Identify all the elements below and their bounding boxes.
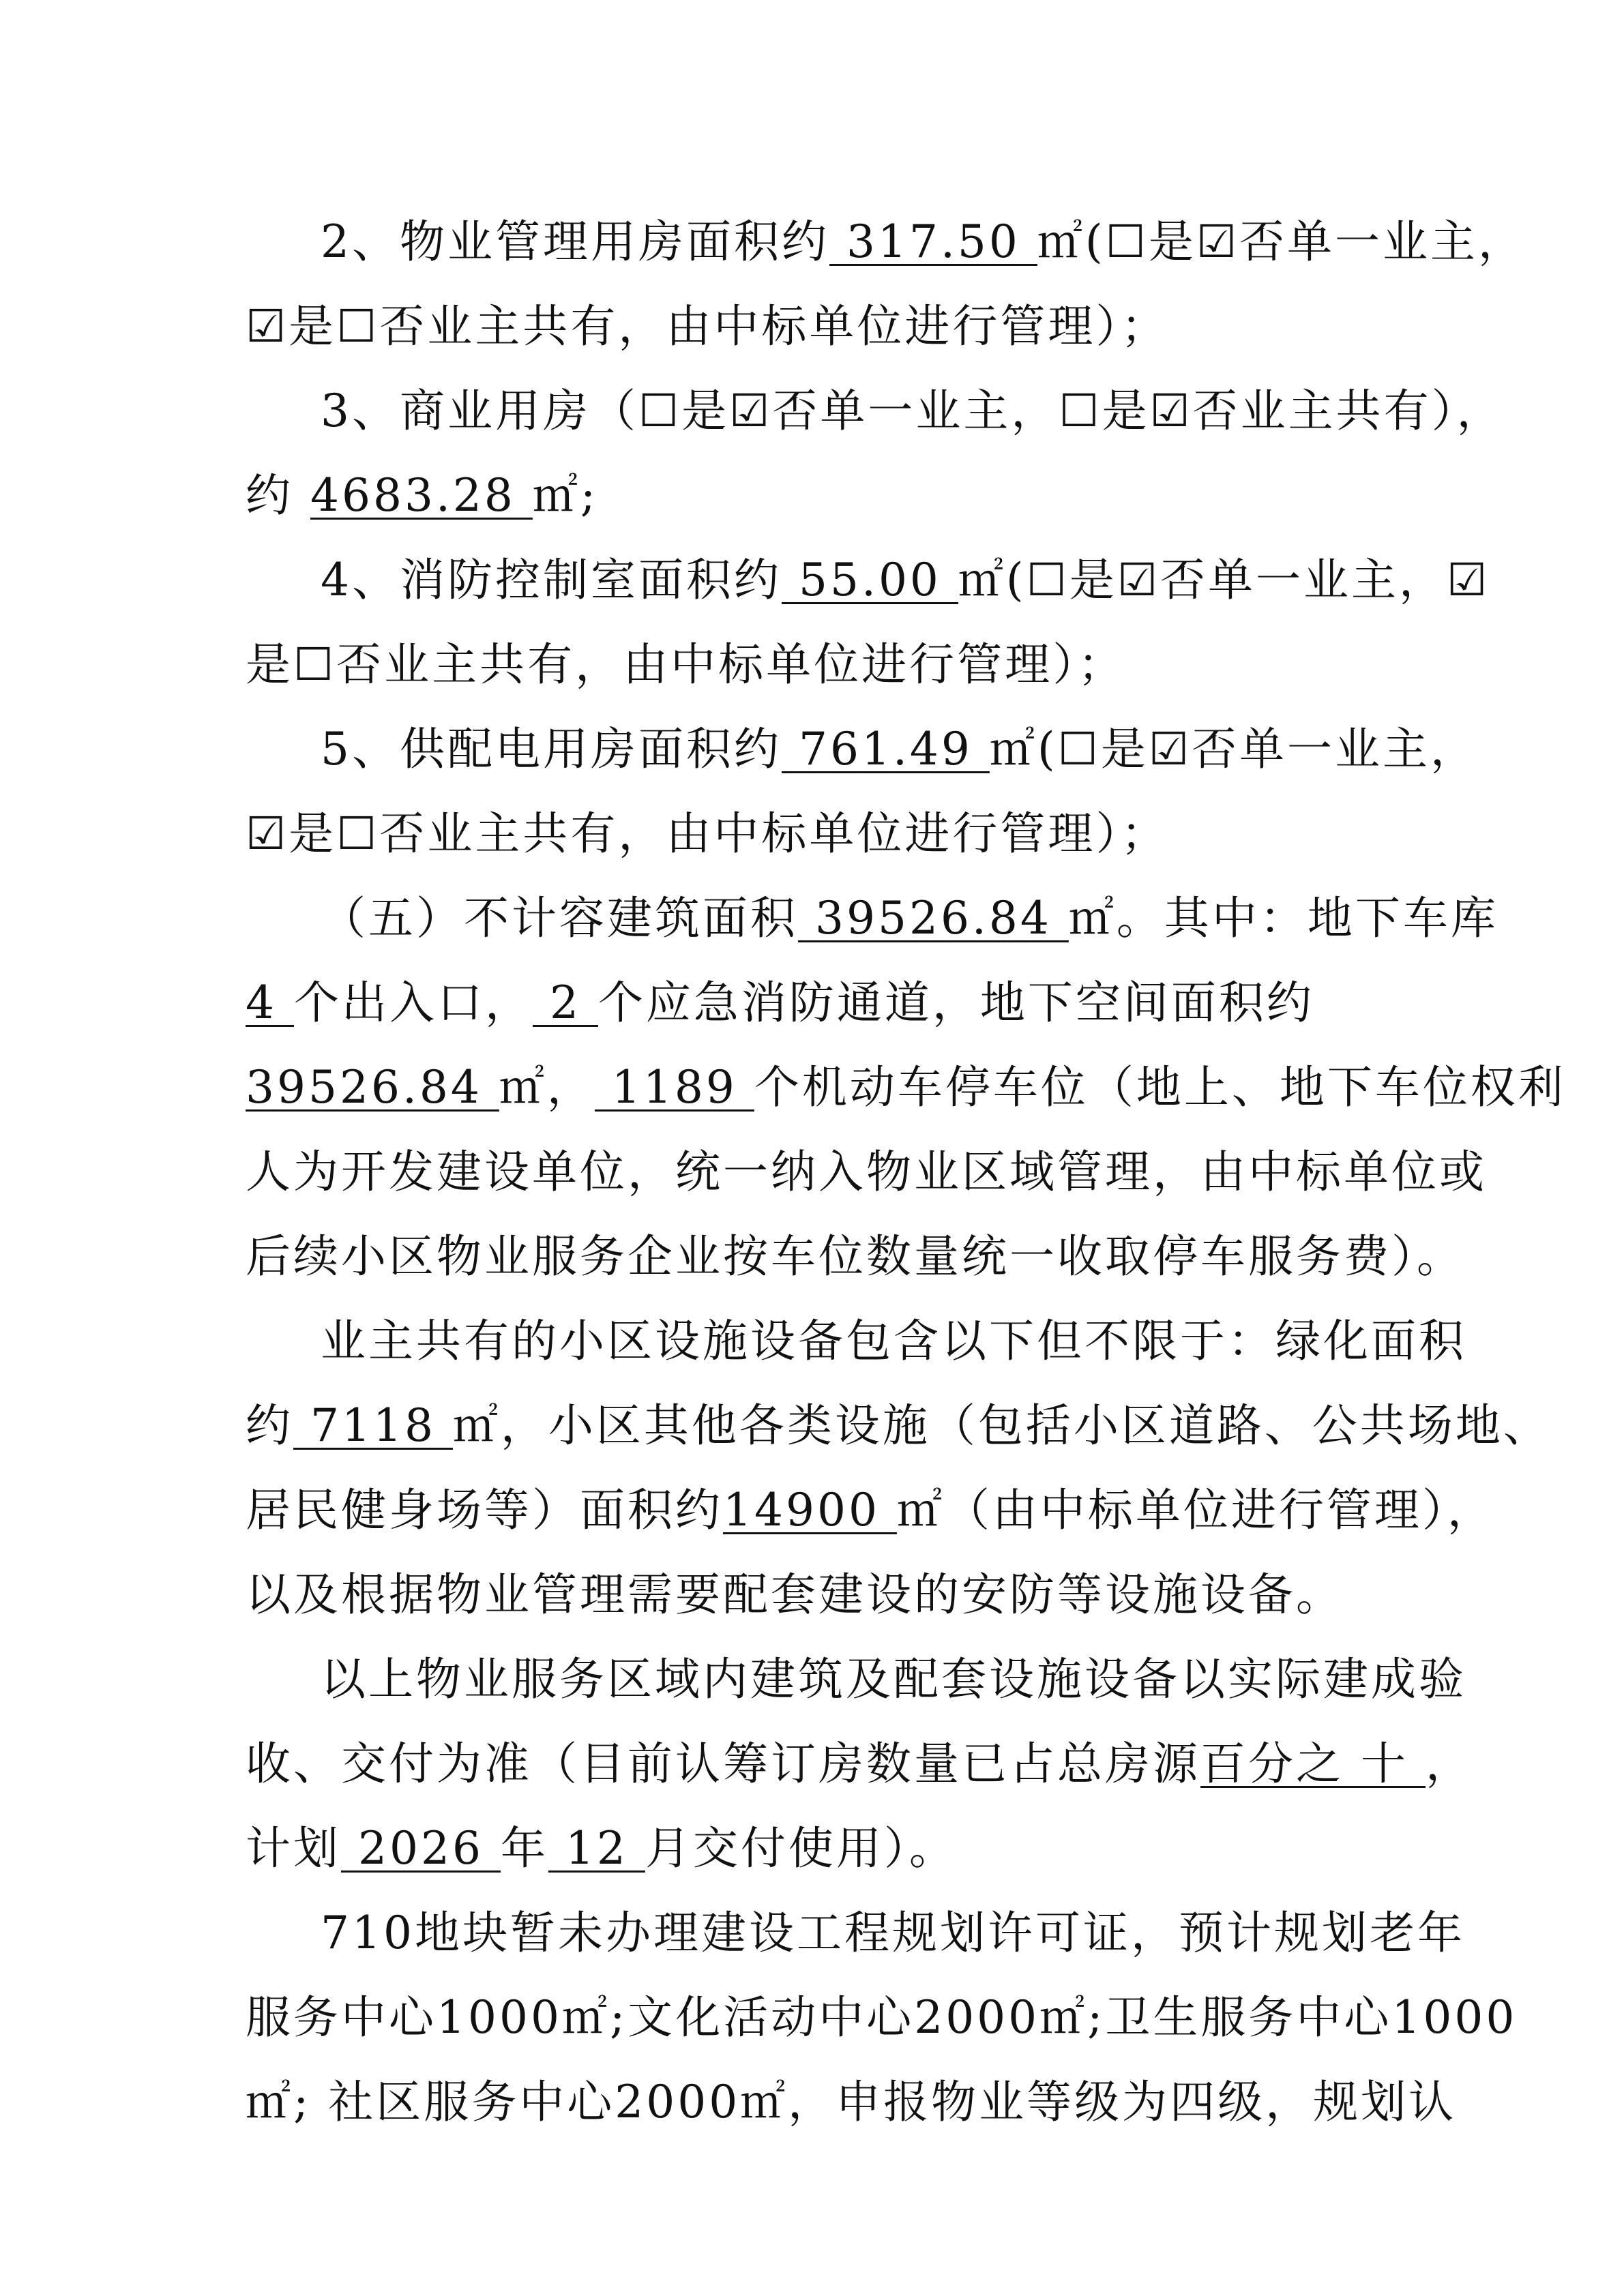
plot-710-line-1: 710地块暂未办理建设工程规划许可证，预计规划老年 — [321, 1907, 1465, 1959]
text: ㎡(☐是☑否单一业主， — [1037, 215, 1526, 268]
text: 个应急消防通道，地下空间面积约 — [597, 976, 1314, 1029]
text: 居民健身场等）面积约 — [246, 1484, 723, 1536]
item-5b-line-5: 后续小区物业服务企业按车位数量统一收取停车服务费）。 — [246, 1230, 1464, 1283]
text: （五）不计容建筑面积 — [321, 892, 798, 944]
text: ㎡(☐是☑否单一业主， — [989, 723, 1478, 775]
facilities-line-2 — [246, 1399, 1551, 1452]
text: 收、交付为准（目前认筹订房数量已占总房源 — [246, 1738, 1200, 1790]
percent-label: 百分之 — [1200, 1738, 1344, 1790]
item-4-line-1 — [321, 554, 1490, 606]
parking-count: 1189 — [594, 1061, 754, 1114]
item-2-line-2: ☑是☐否业主共有，由中标单位进行管理）； — [246, 300, 1169, 353]
text: 计划 — [246, 1822, 341, 1875]
item-5b-line-2 — [246, 976, 1391, 1029]
text: ㎡; — [532, 469, 599, 522]
percent-value: 十 — [1344, 1738, 1426, 1790]
text: 个出入口， — [293, 976, 533, 1029]
delivery-line-1: 以上物业服务区域内建筑及配套设施设备以实际建成验 — [321, 1653, 1466, 1705]
text: 4、消防控制室面积约 — [321, 554, 782, 606]
delivery-month: 12 — [548, 1822, 645, 1875]
item-3-line-2 — [246, 469, 1391, 522]
text: 年 — [500, 1822, 548, 1875]
text: 月交付使用）。 — [645, 1822, 957, 1875]
facilities-line-3 — [246, 1484, 1495, 1536]
channel-count: 2 — [532, 976, 598, 1029]
facilities-line-1: 业主共有的小区设施设备包含以下但不限于：绿化面积 — [321, 1315, 1466, 1367]
plot-710-line-3: ㎡; 社区服务中心2000㎡，申报物业等级为四级，规划认 — [246, 2076, 1457, 2128]
text: ㎡， — [499, 1061, 595, 1114]
delivery-line-3 — [246, 1822, 1391, 1875]
text: ㎡(☐是☑否单一业主，☑ — [958, 554, 1490, 606]
text: ， — [1425, 1738, 1473, 1790]
item-5b-line-1 — [321, 892, 1498, 944]
area-value: 761.49 — [782, 723, 990, 775]
item-2-line-1 — [321, 215, 1526, 268]
area-value: 39526.84 — [246, 1061, 499, 1114]
text: ㎡（由中标单位进行管理）， — [896, 1484, 1495, 1536]
facility-area-value: 14900 — [723, 1484, 897, 1536]
item-3-line-1: 3、商业用房（☐是☑否单一业主，☐是☑否业主共有）， — [321, 385, 1505, 437]
item-5-line-2: ☑是☐否业主共有，由中标单位进行管理）； — [246, 807, 1169, 860]
item-5b-line-4: 人为开发建设单位，统一纳入物业区域管理，由中标单位或 — [246, 1146, 1487, 1198]
delivery-year: 2026 — [341, 1822, 501, 1875]
entrance-count: 4 — [246, 976, 294, 1029]
item-5-line-1 — [321, 723, 1478, 775]
plot-710-line-2: 服务中心1000㎡;文化活动中心2000㎡;卫生服务中心1000 — [246, 1991, 1518, 2044]
area-value: 4683.28 — [310, 469, 533, 522]
area-value: 39526.84 — [798, 892, 1069, 944]
area-value: 55.00 — [782, 554, 958, 606]
area-value: 317.50 — [829, 215, 1037, 268]
text: ㎡。其中：地下车库 — [1068, 892, 1498, 944]
delivery-line-2 — [246, 1738, 1473, 1790]
green-area-value: 7118 — [293, 1399, 453, 1452]
facilities-line-4: 以及根据物业管理需要配套建设的安防等设施设备。 — [246, 1568, 1344, 1621]
text: 约 — [246, 1399, 293, 1452]
item-4-line-2: 是☐否业主共有，由中标单位进行管理）； — [246, 638, 1126, 691]
text: 约 — [246, 469, 293, 522]
item-5b-line-3 — [246, 1061, 1566, 1114]
text: 2、物业管理用房面积约 — [321, 215, 829, 268]
text: 5、供配电用房面积约 — [321, 723, 782, 775]
text: ㎡，小区其他各类设施（包括小区道路、公共场地、 — [452, 1399, 1551, 1452]
text: 个机动车停车位（地上、地下车位权利 — [754, 1061, 1566, 1114]
